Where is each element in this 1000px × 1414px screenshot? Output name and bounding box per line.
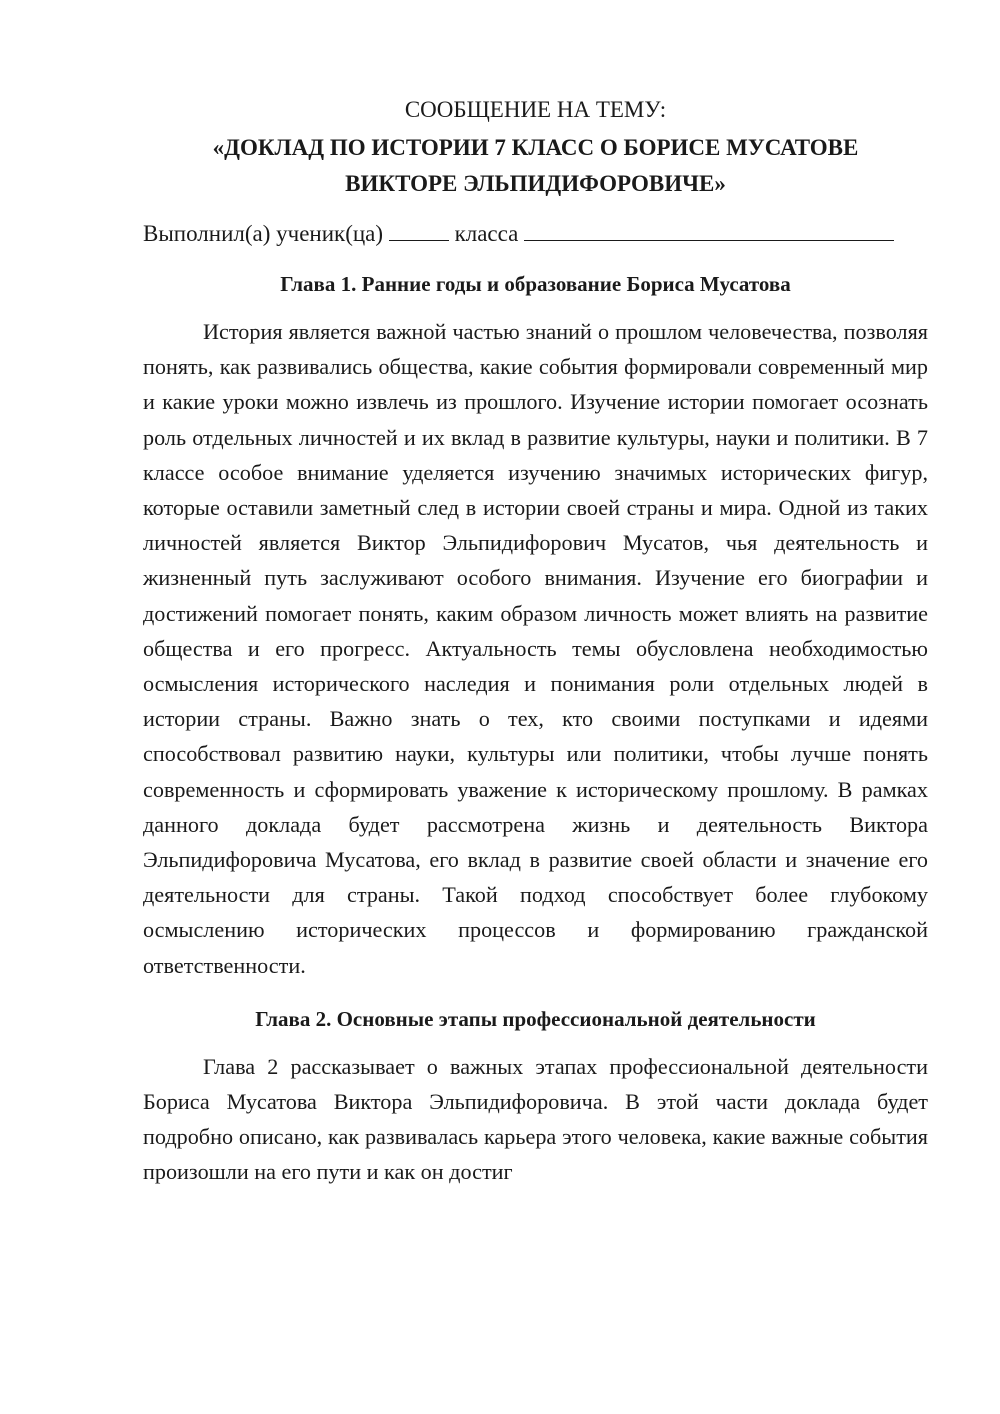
author-prefix: Выполнил(а) ученик(ца) [143, 221, 384, 246]
author-line [143, 216, 928, 252]
report-title [143, 128, 928, 202]
page-content [143, 92, 928, 1190]
chapter-1-paragraph: История является важной частью знаний о прошлом человечества, позволяя понять, как развивались общества, какие события формировали современный мир и какие уроки можно извлечь из прошлого. Изучение истории помогает осознать роль отдельных личностей и их вклад в развитие культуры, науки и политики. В 7 классе особое внимание уделяется изучению значимых исторических фигур, которые оставили заметный след в истории своей страны и мира. Одной из таких личностей является Виктор Эльпидифорович Мусатов, чья деятельность и жизненный путь заслуживают особого внимания. Изучение его биографии и достижений помогает понять, каким образом личность может влиять на развитие общества и его прогресс. Актуальность темы обусловлена необходимостью осмысления исторического наследия и понимания роли отдельных людей в истории страны. Важно знать о тех, кто своими поступками и идеями способствовал развитию науки, культуры или политики, чтобы лучше понять современность и сформировать уважение к историческому прошлому. В рамках данного доклада будет рассмотрена жизнь и деятельность Виктора Эльпидифоровича Мусатова, его вклад в развитие своей области и значение его деятельности для страны. Такой подход способствует более глубокому осмыслению исторических процессов и формированию гражданской ответственности. [143, 319, 928, 978]
report-label: СООБЩЕНИЕ НА ТЕМУ: [404, 97, 667, 122]
grade-blank [389, 216, 449, 241]
chapter-2-paragraph: Глава 2 рассказывает о важных этапах профессиональной деятельности Бориса Мусатова Виктора Эльпидифоровича. В этой части доклада будет подробно описано, как развивалась карьера этого человека, какие важные события произошли на его пути и как он достиг [143, 1053, 928, 1185]
class-word: класса [454, 221, 519, 246]
name-blank [524, 216, 894, 241]
report-title-line-1: «ДОКЛАД ПО ИСТОРИИ 7 КЛАСС О БОРИСЕ МУСАТОВЕ [212, 135, 859, 160]
chapter-2-heading: Глава 2. Основные этапы профессиональной деятельности [255, 1006, 816, 1031]
report-title-line-2: ВИКТОРЕ ЭЛЬПИДИФОРОВИЧЕ» [345, 171, 726, 196]
chapter-1-heading: Глава 1. Ранние годы и образование Бориса Мусатова [280, 272, 791, 296]
